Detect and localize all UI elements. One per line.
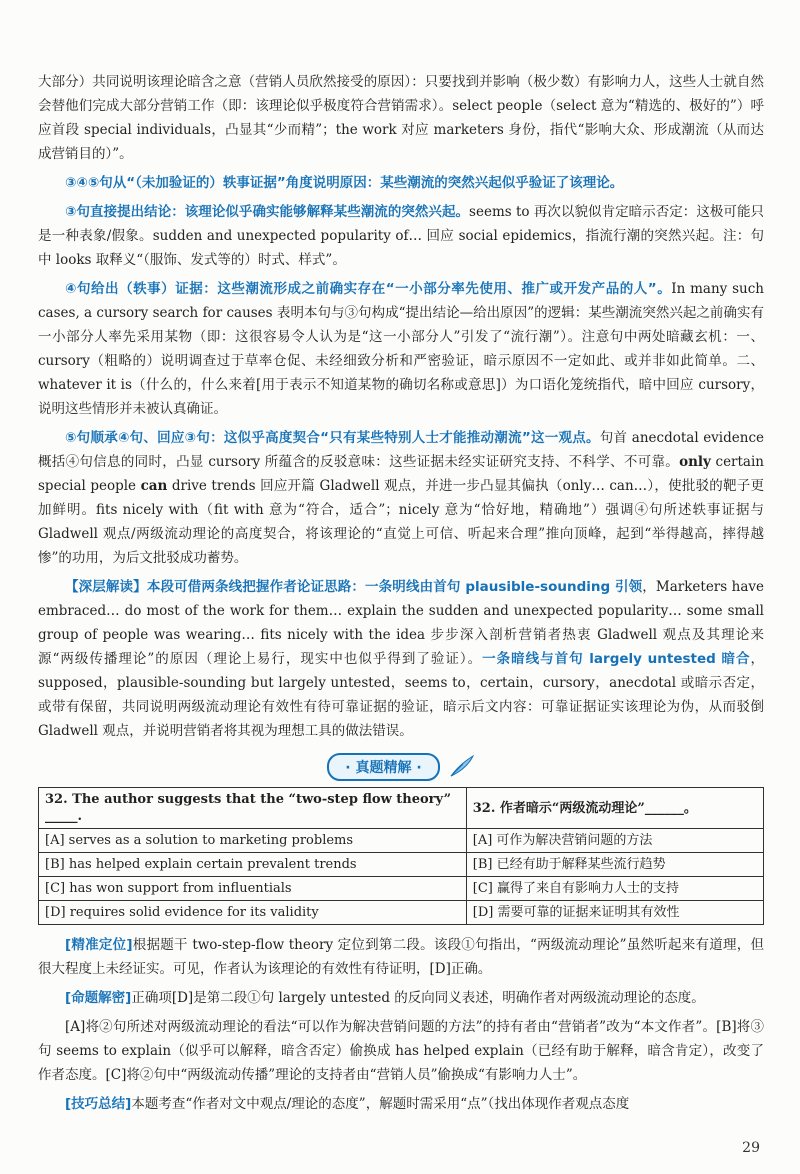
text-sentence-5b: certain special people (38, 454, 764, 494)
deep-reading-tag: 【深层解读】 (65, 579, 147, 595)
option-d-en: [D] requires solid evidence for its validity (39, 901, 467, 925)
option-c-en: [C] has won support from influentials (39, 877, 467, 901)
paragraph-deep-reading (38, 575, 764, 743)
analysis-location (38, 933, 764, 981)
text-decode: 正确项[D]是第二段①句 largely untested 的反向同义表述，明确作者对两级流动理论的态度。 (131, 990, 705, 1006)
analysis-decode (38, 986, 764, 1010)
paragraph-intro: 大部分）共同说明该理论暗含之意（营销人员欣然接受的原因）：只要找到并影响（极少数）有影响力人，这些人士就自然会替他们完成大部分营销工作（即：该理论似乎极度符合营销需求）。select people（select 意为“精选的、极好的”）呼应首段 special individuals，凸显其“少而精”；the work 对应 marketers 身份，指代“影响大众、形成潮流（从而达成营销目的）”。 (38, 74, 764, 162)
paragraph-sentence-5 (38, 426, 764, 570)
option-a-en: [A] serves as a solution to marketing problems (39, 829, 467, 853)
highlight-sentence-3: ③句直接提出结论：该理论似乎确实能够解释某些潮流的突然兴起。 (65, 204, 470, 220)
text-sentence-5c: drive trends 回应开篇 Gladwell 观点，并进一步凸显其偏执（only… can…），使批驳的靶子更加鲜明。fits nicely with（fit with 意为“符合，适合”；nicely 意为“恰好地，精确地”）强调④句所述轶事证据与 Gladwell 观点/两级流动理论的高度契合，将该理论的“直觉上可信、听起来合理”推向顶峰，起到“举得越高，摔得越惨”的功用，为后文批驳成功蓄势。 (38, 478, 765, 566)
option-row-b (39, 853, 764, 877)
option-a-zh: [A] 可作为解决营销问题的方法 (466, 829, 763, 853)
section-banner (38, 753, 764, 779)
question-table (38, 787, 764, 925)
text-sentence-4: In many such cases, a cursory search for causes 表明本句与③句构成“提出结论—给出原因”的逻辑：某些潮流突然兴起之前确实有一小部分人率先采用某物（即：这很容易令人认为是“这一小部分人”引发了“流行潮”）。注意句中两处暗藏玄机：一、cursory（粗略的）说明调查过于草率仓促、未经细致分析和严密验证，暗示原因不一定如此、或并非如此简单。二、whatever it is（什么的，什么来着[用于表示不知道某物的确切名称或意思]）为口语化笼统指代，暗中回应 cursory，说明这些情形并未被认真确证。 (38, 281, 764, 417)
highlight-implicit-line: 一条暗线与首句 largely untested 暗合 (482, 651, 751, 667)
tag-tips: [技巧总结] (65, 1096, 132, 1112)
option-c-zh: [C] 赢得了来自有影响力人士的支持 (466, 877, 763, 901)
option-b-zh: [B] 已经有助于解释某些流行趋势 (466, 853, 763, 877)
analysis-distractors: [A]将②句所述对两级流动理论的看法“可以作为解决营销问题的方法”的持有者由“营销者”改为“本文作者”。[B]将③句 seems to explain（似乎可以解释，暗含否定）偷换成 has helped explain（已经有助于解释，暗含肯定），改变了作者态度。[C]将②句中“两级流动传播”理论的支持者由“营销人员”偷换成“有影响力人士”。 (38, 1019, 764, 1083)
highlight-summary: ③④⑤句从“（未加验证的）轶事证据”角度说明原因：某些潮流的突然兴起似乎验证了该理论。 (65, 175, 624, 191)
paragraph-sentences-345 (38, 171, 764, 195)
option-b-en: [B] has helped explain certain prevalent trends (39, 853, 467, 877)
text-explicit-line: ，Marketers have embraced… do most of the work for them… explain the sudden and unexpected popularity… some small group of people was wearing… fits nicely with the idea 步步深入剖析营销者热衷 Gladwell 观点及其理论来源“两级传播理论”的原因（理论上易行，现实中也似乎得到了验证）。 (38, 579, 764, 667)
quill-pen-icon (449, 754, 475, 782)
highlight-explicit-line: 本段可借两条线把握作者论证思路：一条明线由首句 plausible-sounding 引领 (146, 579, 643, 595)
text-tips: 本题考查“作者对文中观点/理论的态度”，解题时需采用“点”（找出体现作者观点态度 (131, 1096, 630, 1112)
bold-can: can (140, 478, 168, 494)
paragraph-sentence-3 (38, 200, 764, 272)
tag-precise-location: [精准定位] (65, 937, 133, 953)
text-sentence-5a: 句首 anecdotal evidence 概括④句信息的同时，凸显 cursory 所蕴含的反驳意味：这些证据未经实证研究支持、不科学、不可靠。 (38, 430, 764, 470)
option-row-a (39, 829, 764, 853)
paragraph-sentence-4 (38, 277, 764, 421)
analysis-tips (38, 1092, 764, 1116)
question-stem-en: 32. The author suggests that the “two-step flow theory” _____. (39, 788, 467, 829)
banner-label: · 真题精解 · (327, 753, 439, 781)
page-number: 29 (742, 1140, 760, 1156)
option-row-d (39, 901, 764, 925)
text-precise-location: 根据题干 two-step-flow theory 定位到第二段。该段①句指出，“两级流动理论”虽然听起来有道理，但很大程度上未经证实。可见，作者认为该理论的有效性有待证明，[D]正确。 (38, 937, 764, 977)
page-content (38, 70, 764, 1121)
question-stem-zh: 32. 作者暗示“两级流动理论”______。 (466, 788, 763, 829)
tag-decode: [命题解密] (65, 990, 132, 1006)
text-sentence-3: seems to 再次以貌似肯定暗示否定：这极可能只是一种表象/假象。sudden and unexpected popularity of… 回应 social epidemics，指流行潮的突然兴起。注：句中 looks 取释义“（服饰、发式等的）时式、样式”。 (38, 204, 764, 268)
highlight-sentence-5: ⑤句顺承④句、回应③句：这似乎高度契合“只有某些特别人士才能推动潮流”这一观点。 (65, 430, 600, 446)
text-implicit-line: ，supposed，plausible-sounding but largely untested，seems to，certain，cursory，anecdotal 或暗示否定，或带有保留，共同说明两级流动理论有效性有待可靠证据的验证，暗示后文内容：可靠证据证实该理论为伪，从而驳倒 Gladwell 观点，并说明营销者将其视为理想工具的做法错误。 (38, 651, 764, 739)
option-d-zh: [D] 需要可靠的证据来证明其有效性 (466, 901, 763, 925)
bold-only: only (679, 454, 711, 470)
highlight-sentence-4: ④句给出（轶事）证据：这些潮流形成之前确实存在“一小部分率先使用、推广或开发产品的人”。 (65, 281, 672, 297)
option-row-c (39, 877, 764, 901)
question-stem-row (39, 788, 764, 829)
